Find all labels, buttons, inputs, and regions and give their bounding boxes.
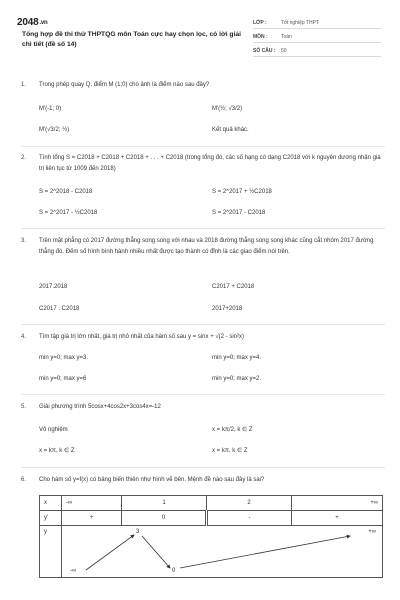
answer-option-d[interactable]: 2017+2018 — [212, 306, 243, 312]
meta-grade: LỚP : Tốt nghiệp THPT — [253, 17, 381, 29]
question-text: Trong phép quay Q, điểm M (1;0) cho ảnh là điểm nào sau đây? — [39, 82, 210, 88]
divider — [21, 146, 385, 147]
x-value: 2 — [207, 496, 292, 511]
meta-subject: MÔN : Toán — [253, 31, 381, 43]
yprime-sign: + — [292, 511, 383, 526]
answer-option-a[interactable]: Vô nghiệm — [39, 427, 68, 433]
table-label-y: y — [40, 526, 62, 578]
y-value: 0 — [172, 568, 176, 574]
answer-option-a[interactable]: M'(-1; 0) — [39, 106, 62, 112]
question-number: 3. — [21, 238, 27, 244]
meta-count: SỐ CÂU : 50 — [253, 45, 381, 57]
answer-option-b[interactable]: C2017 + C2018 — [212, 284, 255, 290]
x-value: +∞ — [292, 496, 383, 511]
answer-option-c[interactable]: min y=0; max y=6 — [39, 376, 87, 382]
answer-option-c[interactable]: C2017 . C2018 — [39, 306, 80, 312]
answer-option-c[interactable]: M'(√3/2; ½) — [39, 127, 70, 133]
x-value: -∞ — [62, 496, 122, 511]
arrow-up-icon — [180, 536, 350, 568]
answer-option-d[interactable]: Kết quả khác. — [212, 127, 249, 133]
answer-option-c[interactable]: x = kπ, k ∈ Z — [39, 448, 75, 454]
y-variation-cell — [62, 526, 383, 578]
answer-option-a[interactable]: min y=0; max y=3. — [39, 355, 89, 361]
question-text: Cho hàm số y=f(x) có bảng biến thiên như hình vẽ bên. Mệnh đề nào sau đây là sai? — [39, 477, 265, 483]
question-number: 2. — [21, 155, 27, 161]
answer-option-a[interactable]: S = 2^2018 - C2018 — [39, 189, 93, 195]
answer-option-b[interactable]: S = 2^2017 + ½C2018 — [212, 189, 272, 195]
question-number: 1. — [21, 82, 27, 88]
table-label-yprime: y' — [40, 511, 62, 526]
answer-option-b[interactable]: min y=0; max y=4. — [212, 355, 262, 361]
answer-option-c[interactable]: S = 2^2017 - ½C2018 — [39, 210, 98, 216]
divider — [21, 324, 385, 325]
divider — [21, 394, 385, 395]
yprime-sign: + — [62, 511, 122, 526]
answer-option-d[interactable]: S = 2^2017 - C2018 — [212, 210, 266, 216]
x-value: 1 — [122, 496, 207, 511]
y-value: 3 — [136, 529, 140, 535]
answer-option-a[interactable]: 2017.2018 — [39, 284, 68, 290]
divider — [21, 228, 385, 229]
question-text: Trên mặt phẳng có 2017 đường thẳng song song với nhau và 2018 đường thẳng song song khác cũng cắt nhóm 2017 đường thẳng đó. Đếm số hình bình hành nhiều nhất được tạo thành có đỉnh là các giao điểm nói trên. — [39, 238, 374, 255]
question-number: 4. — [21, 334, 27, 340]
question-text: Giải phương trình 5cosx+4cos2x+3cos4x=-12 — [39, 404, 161, 410]
variation-table — [39, 495, 383, 578]
yprime-sign: - — [207, 511, 292, 526]
variation-arrows — [62, 526, 362, 578]
answer-option-b[interactable]: x = kπ/2, k ∈ Z — [212, 427, 253, 433]
question-number: 6. — [21, 477, 27, 483]
question-text: Tính tổng S = C2018 + C2018 + C2018 + . . . + C2018 (trong tổng đó, các số hạng có dạng C2018 với k nguyên dương nhận giá trị liên tục từ 1009 đến 2018) — [39, 155, 381, 172]
y-value: +∞ — [368, 529, 376, 535]
answer-option-d[interactable]: x = kπ, k ∈ Z — [212, 448, 248, 454]
question-number: 5. — [21, 404, 27, 410]
divider — [21, 467, 385, 468]
answer-option-d[interactable]: min y=0; max y=2. — [212, 376, 262, 382]
yprime-value: 0 — [122, 511, 207, 526]
arrow-down-icon — [142, 536, 170, 568]
arrow-up-icon — [86, 535, 134, 570]
page-title: Tổng hợp đề thi thử THPTQG môn Toán cực hay chọn lọc, có lời giải chi tiết (đề số 14) — [22, 31, 241, 48]
table-label-x: x — [40, 496, 62, 511]
y-value: -∞ — [70, 568, 77, 574]
answer-option-b[interactable]: M'(½; √3/2) — [212, 106, 243, 112]
question-text: Tìm tập giá trị lớn nhất, giá trị nhỏ nhất của hàm số sau y = sinx + √(2 - sin²x) — [39, 334, 244, 340]
site-logo[interactable]: 2048.vn — [17, 17, 48, 28]
